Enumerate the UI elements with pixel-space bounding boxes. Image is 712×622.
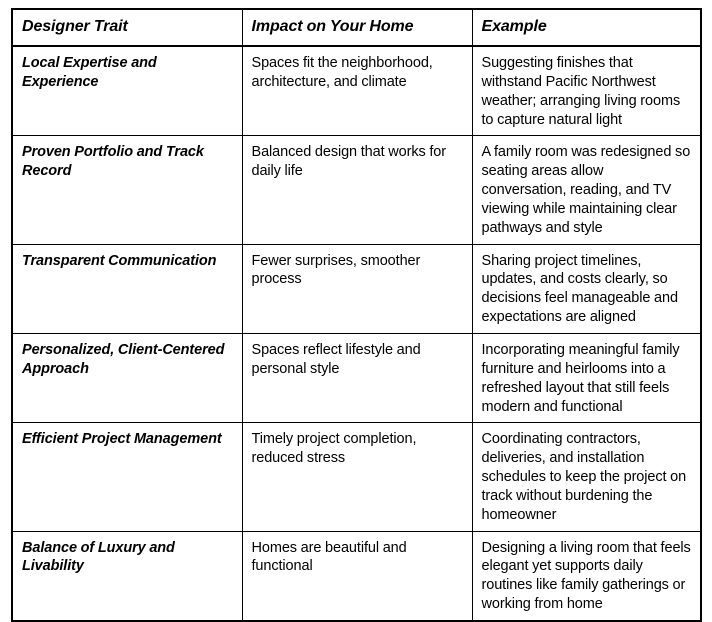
trait-text: Local Expertise and Experience (22, 55, 157, 90)
column-header-trait: Designer Trait (12, 9, 242, 46)
cell-trait (12, 136, 242, 244)
cell-trait (12, 423, 242, 531)
table-body (12, 46, 701, 621)
cell-impact (242, 244, 472, 333)
example-text: Coordinating contractors, deliveries, and installation schedules to keep the project on track without burdening the homeowner (481, 431, 687, 523)
table-row (12, 46, 701, 136)
trait-text: Personalized, Client-Centered Approach (22, 341, 225, 377)
impact-text: Fewer surprises, smoother process (251, 252, 421, 288)
example-text: A family room was redesigned so seating areas allow conversation, reading, and TV viewing while maintaining clear pathways and style (481, 144, 691, 236)
trait-text: Balance of Luxury and Livability (22, 539, 175, 575)
cell-example (472, 46, 701, 136)
column-header-impact: Impact on Your Home (242, 9, 472, 46)
cell-trait (12, 333, 242, 422)
trait-text: Efficient Project Management (22, 431, 222, 448)
table-row (12, 244, 701, 333)
impact-text: Balanced design that works for daily life (251, 144, 446, 180)
cell-trait (12, 531, 242, 621)
example-text: Suggesting finishes that withstand Pacific Northwest weather; arranging living rooms to capture natural light (481, 55, 681, 128)
table-header-row (12, 9, 701, 46)
impact-text: Timely project completion, reduced stress (251, 431, 417, 467)
table-row (12, 423, 701, 531)
designer-trait-table (11, 8, 702, 622)
table-header (12, 9, 701, 46)
cell-example (472, 136, 701, 244)
cell-impact (242, 531, 472, 621)
trait-text: Transparent Communication (22, 252, 217, 269)
table-row (12, 333, 701, 422)
cell-example (472, 244, 701, 333)
cell-impact (242, 136, 472, 244)
example-text: Designing a living room that feels elegant yet supports daily routines like family gatherings or working from home (481, 539, 691, 613)
cell-impact (242, 46, 472, 136)
example-text: Incorporating meaningful family furniture and heirlooms into a refreshed layout that still feels modern and functional (481, 341, 680, 415)
impact-text: Spaces fit the neighborhood, architecture, and climate (251, 55, 433, 90)
column-header-example: Example (472, 9, 701, 46)
table-row (12, 531, 701, 621)
table-row (12, 136, 701, 244)
cell-trait (12, 46, 242, 136)
cell-example (472, 423, 701, 531)
impact-text: Homes are beautiful and functional (251, 539, 407, 575)
impact-text: Spaces reflect lifestyle and personal style (251, 341, 421, 377)
trait-text: Proven Portfolio and Track Record (22, 144, 204, 180)
cell-impact (242, 333, 472, 422)
cell-example (472, 333, 701, 422)
example-text: Sharing project timelines, updates, and costs clearly, so decisions feel manageable and expectations are aligned (481, 252, 678, 326)
cell-example (472, 531, 701, 621)
cell-trait (12, 244, 242, 333)
cell-impact (242, 423, 472, 531)
